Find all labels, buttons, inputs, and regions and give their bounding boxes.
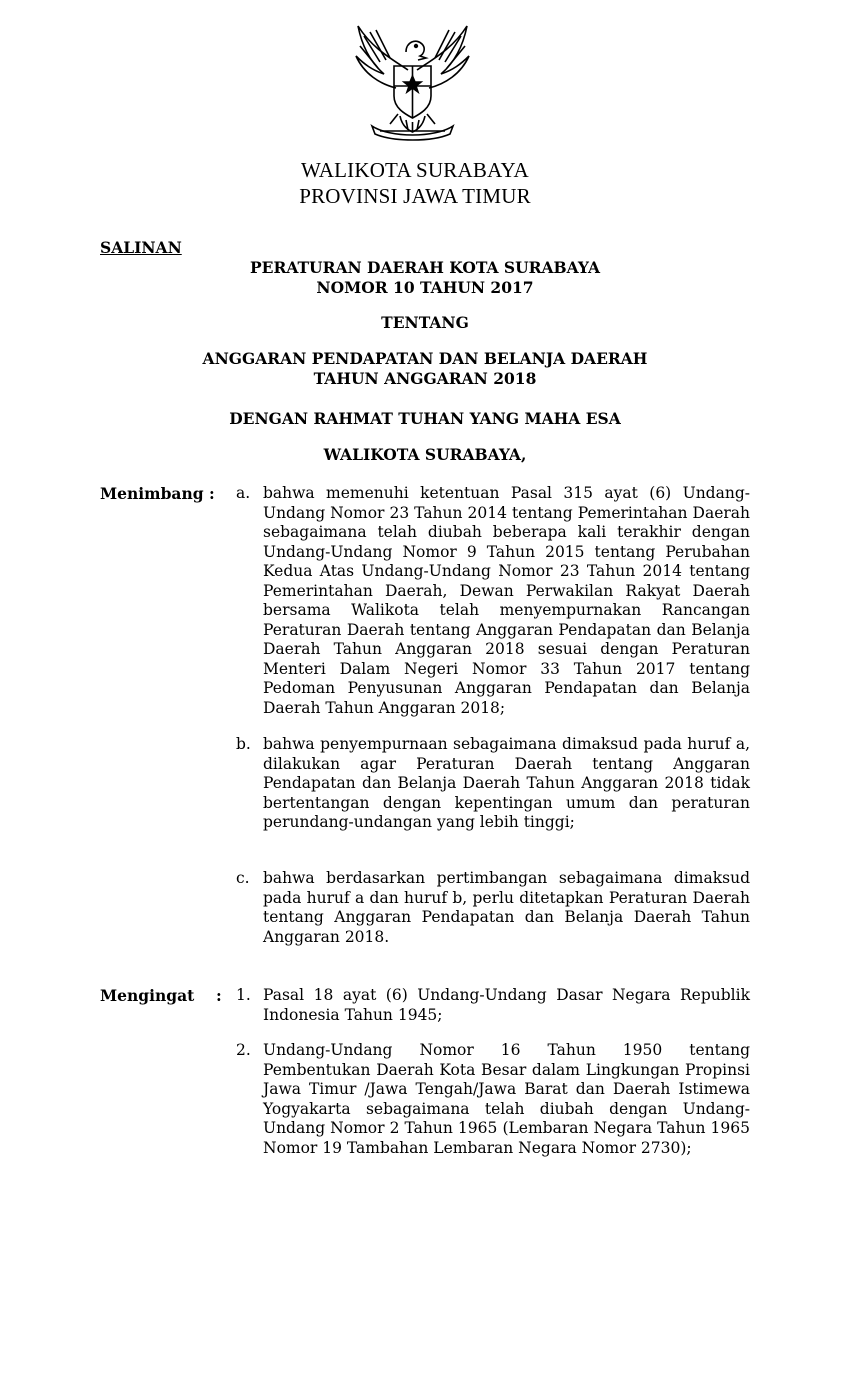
menimbang-label: Menimbang — [100, 484, 204, 503]
mengingat-colon: : — [216, 986, 222, 1005]
issuer-title: WALIKOTA SURABAYA — [301, 158, 529, 182]
mengingat-label: Mengingat — [100, 986, 195, 1005]
menimbang-item-c: bahwa berdasarkan pertimbangan sebagaimana dimaksud pada huruf a dan huruf b, perlu ditetapkan Peraturan Daerah tentang Anggaran Pendapatan dan Belanja Daerah Tahun Anggaran 2018. — [263, 869, 750, 946]
list-item-marker: c. — [236, 869, 250, 887]
regulation-title: PERATURAN DAERAH KOTA SURABAYA — [249, 258, 601, 277]
mengingat-item-2: Undang-Undang Nomor 16 Tahun 1950 tentang Pembentukan Daerah Kota Besar dalam Lingkungan Propinsi Jawa Timur /Jawa Tengah/Jawa Barat dan Daerah Istimewa Yogyakarta sebagaimana telah diubah dengan Undang-Undang Nomor 2 Tahun 1965 (Lembaran Negara Tahun 1965 Nomor 19 Tambahan Lembaran Negara Nomor 2730); — [263, 1041, 750, 1157]
menimbang-colon: : — [209, 484, 215, 503]
tentang-heading: TENTANG — [381, 313, 469, 332]
copy-stamp: SALINAN — [100, 238, 182, 257]
list-item-marker: b. — [236, 735, 251, 753]
issuer-province: PROVINSI JAWA TIMUR — [299, 184, 531, 208]
rahmat-line: DENGAN RAHMAT TUHAN YANG MAHA ESA — [229, 409, 621, 428]
list-item-marker: a. — [236, 484, 251, 502]
subject-line-1: ANGGARAN PENDAPATAN DAN BELANJA DAERAH — [202, 349, 648, 368]
subject-line-2: TAHUN ANGGARAN 2018 — [313, 369, 537, 388]
menimbang-item-a: bahwa memenuhi ketentuan Pasal 315 ayat (6) Undang-Undang Nomor 23 Tahun 2014 tentang Pemerintahan Daerah sebagaimana telah diubah beberapa kali terakhir dengan Undang-Undang Nomor 9 Tahun 2015 tentang Perubahan Kedua Atas Undang-Undang Nomor 23 Tahun 2014 tentang Pemerintahan Daerah, Dewan Perwakilan Rakyat Daerah bersama Walikota telah menyempurnakan Rancangan Peraturan Daerah tentang Anggaran Pendapatan dan Belanja Daerah Tahun Anggaran 2018 sesuai dengan Peraturan Menteri Dalam Negeri Nomor 33 Tahun 2017 tentang Pedoman Penyusunan Anggaran Pendapatan dan Belanja Daerah Tahun Anggaran 2018; — [263, 484, 750, 717]
walikota-line: WALIKOTA SURABAYA, — [323, 445, 527, 464]
list-item-marker: 1. — [236, 986, 251, 1004]
menimbang-item-b: bahwa penyempurnaan sebagaimana dimaksud pada huruf a, dilakukan agar Peraturan Daerah tentang Anggaran Pendapatan dan Belanja Daerah Tahun Anggaran 2018 tidak bertentangan dengan kepentingan umum dan peraturan perundang-undangan yang lebih tinggi; — [263, 735, 750, 831]
regulation-number: NOMOR 10 TAHUN 2017 — [316, 278, 534, 297]
mengingat-item-1: Pasal 18 ayat (6) Undang-Undang Dasar Negara Republik Indonesia Tahun 1945; — [263, 986, 750, 1024]
garuda-emblem-icon — [350, 18, 475, 143]
list-item-marker: 2. — [236, 1041, 251, 1059]
